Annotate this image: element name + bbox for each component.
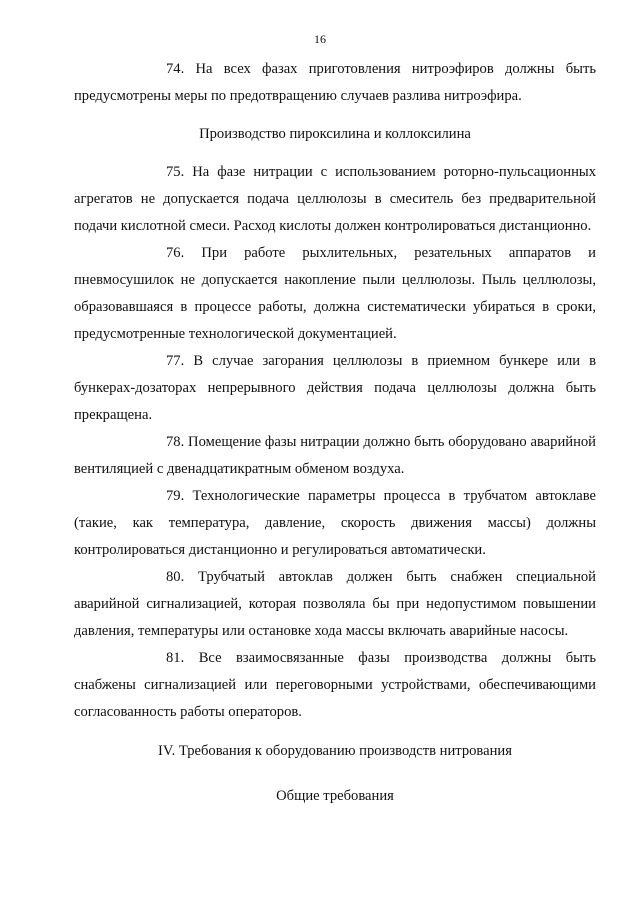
paragraph-80 bbox=[74, 564, 596, 645]
paragraph-79 bbox=[74, 483, 596, 564]
paragraph-77 bbox=[74, 348, 596, 429]
paragraph-number: 81. bbox=[166, 650, 185, 666]
paragraph-number: 80. bbox=[166, 569, 185, 585]
paragraph-74 bbox=[74, 56, 596, 110]
paragraph-text: В случае загорания целлюлозы в приемном бункере или в бункерах-дозаторах непрерывного действия подача целлюлозы должна быть прекращена. bbox=[74, 353, 596, 423]
paragraph-78 bbox=[74, 429, 596, 483]
paragraph-number: 78. bbox=[166, 434, 185, 450]
page-number: 16 bbox=[314, 32, 326, 46]
document-body bbox=[74, 56, 596, 810]
paragraph-text: Технологические параметры процесса в трубчатом автоклаве (такие, как температура, давление, скорость движения массы) должны контролироваться дистанционно и регулироваться автоматически. bbox=[74, 488, 596, 558]
paragraph-76 bbox=[74, 240, 596, 348]
paragraph-number: 79. bbox=[166, 488, 185, 504]
paragraph-number: 77. bbox=[166, 353, 185, 369]
paragraph-number: 76. bbox=[166, 245, 185, 261]
paragraph-81 bbox=[74, 645, 596, 726]
paragraph-75 bbox=[74, 159, 596, 240]
paragraph-text: При работе рыхлительных, резательных аппаратов и пневмосушилок не допускается накопление пыли целлюлозы. Пыль целлюлозы, образовавшаяся в процессе работы, должна систематически убираться в сроки, предусмотренные технологической документацией. bbox=[74, 245, 596, 342]
paragraph-text: Все взаимосвязанные фазы производства должны быть снабжены сигнализацией или переговорными устройствами, обеспечивающими согласованность работы операторов. bbox=[74, 650, 596, 720]
paragraph-number: 75. bbox=[166, 164, 185, 180]
paragraph-text: Трубчатый автоклав должен быть снабжен специальной аварийной сигнализацией, которая позволяла бы при недопустимом повышении давления, температуры или остановке хода массы включать аварийные насосы. bbox=[74, 569, 596, 639]
paragraph-number: 74. bbox=[166, 61, 185, 77]
paragraph-text: Помещение фазы нитрации должно быть оборудовано аварийной вентиляцией с двенадцатикратным обменом воздуха. bbox=[74, 434, 596, 477]
section-heading: Производство пироксилина и коллоксилина bbox=[199, 126, 471, 142]
subheading: Общие требования bbox=[276, 788, 394, 804]
paragraph-text: На фазе нитрации с использованием роторно-пульсационных агрегатов не допускается подача целлюлозы в смеситель без предварительной подачи кислотной смеси. Расход кислоты должен контролироваться дистанционно. bbox=[74, 164, 596, 234]
chapter-heading: IV. Требования к оборудованию производств нитрования bbox=[158, 743, 512, 759]
paragraph-text: На всех фазах приготовления нитроэфиров должны быть предусмотрены меры по предотвращению случаев разлива нитроэфира. bbox=[74, 61, 596, 104]
